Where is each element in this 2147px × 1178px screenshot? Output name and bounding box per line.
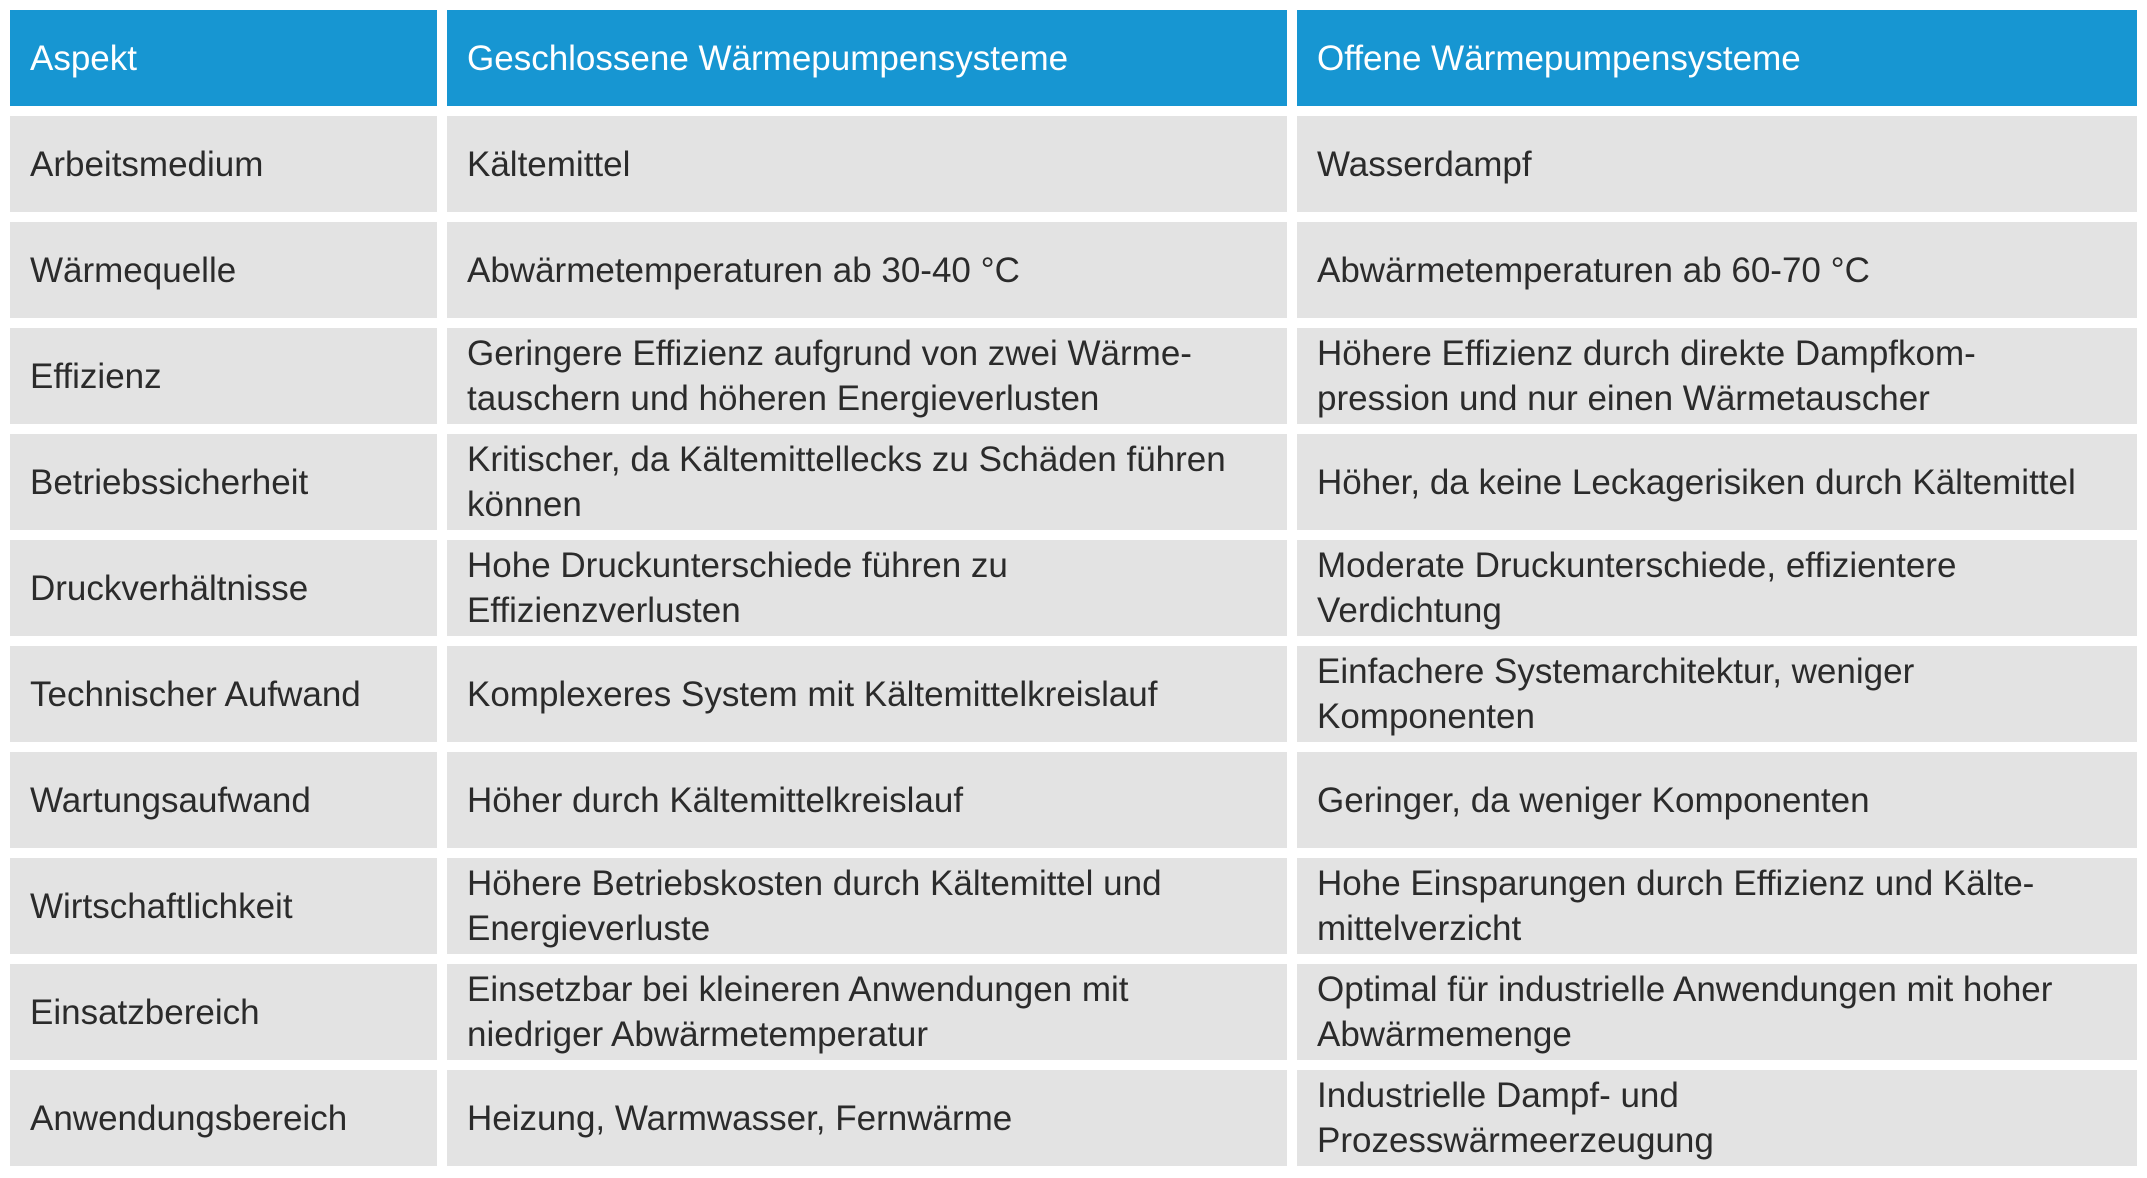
row-wartungsaufwand-aspekt: Wartungsaufwand [10,752,437,848]
row-technischer-aufwand-offen: Einfachere Systemarchitektur, weniger Komponenten [1297,646,2137,742]
row-wartungsaufwand-geschlossen: Höher durch Kältemittelkreislauf [447,752,1287,848]
row-wartungsaufwand-offen: Geringer, da weniger Komponenten [1297,752,2137,848]
row-anwendungsbereich-geschlossen: Heizung, Warmwasser, Fernwärme [447,1070,1287,1166]
header-aspekt: Aspekt [10,10,437,106]
header-geschlossene: Geschlossene Wärmepumpensysteme [447,10,1287,106]
row-anwendungsbereich-aspekt: Anwendungsbereich [10,1070,437,1166]
row-arbeitsmedium-geschlossen: Kältemittel [447,116,1287,212]
row-druckverhaeltnisse-offen: Moderate Druckunterschiede, effizientere Verdichtung [1297,540,2137,636]
row-waermequelle-geschlossen: Abwärmetemperaturen ab 30-40 °C [447,222,1287,318]
row-anwendungsbereich-offen: Industrielle Dampf- und Prozesswärmeerzeugung [1297,1070,2137,1166]
row-wirtschaftlichkeit-geschlossen: Höhere Betriebskosten durch Kältemittel und Energieverluste [447,858,1287,954]
row-wirtschaftlichkeit-offen: Hohe Einsparungen durch Effizienz und Kälte- mittelverzicht [1297,858,2137,954]
row-druckverhaeltnisse-aspekt: Druckverhältnisse [10,540,437,636]
row-einsatzbereich-offen: Optimal für industrielle Anwendungen mit hoher Abwärmemenge [1297,964,2137,1060]
row-betriebssicherheit-offen: Höher, da keine Leckagerisiken durch Kältemittel [1297,434,2137,530]
row-arbeitsmedium-aspekt: Arbeitsmedium [10,116,437,212]
row-technischer-aufwand-aspekt: Technischer Aufwand [10,646,437,742]
row-effizienz-offen: Höhere Effizienz durch direkte Dampfkom- pression und nur einen Wärmetauscher [1297,328,2137,424]
row-druckverhaeltnisse-geschlossen: Hohe Druckunterschiede führen zu Effizienzverlusten [447,540,1287,636]
row-einsatzbereich-geschlossen: Einsetzbar bei kleineren Anwendungen mit niedriger Abwärmetemperatur [447,964,1287,1060]
row-effizienz-aspekt: Effizienz [10,328,437,424]
header-offene: Offene Wärmepumpensysteme [1297,10,2137,106]
row-waermequelle-offen: Abwärmetemperaturen ab 60-70 °C [1297,222,2137,318]
row-waermequelle-aspekt: Wärmequelle [10,222,437,318]
row-betriebssicherheit-geschlossen: Kritischer, da Kältemittellecks zu Schäden führen können [447,434,1287,530]
row-wirtschaftlichkeit-aspekt: Wirtschaftlichkeit [10,858,437,954]
row-betriebssicherheit-aspekt: Betriebssicherheit [10,434,437,530]
row-arbeitsmedium-offen: Wasserdampf [1297,116,2137,212]
row-einsatzbereich-aspekt: Einsatzbereich [10,964,437,1060]
row-effizienz-geschlossen: Geringere Effizienz aufgrund von zwei Wärme- tauschern und höheren Energieverlusten [447,328,1287,424]
row-technischer-aufwand-geschlossen: Komplexeres System mit Kältemittelkreislauf [447,646,1287,742]
comparison-table [10,10,2137,1166]
